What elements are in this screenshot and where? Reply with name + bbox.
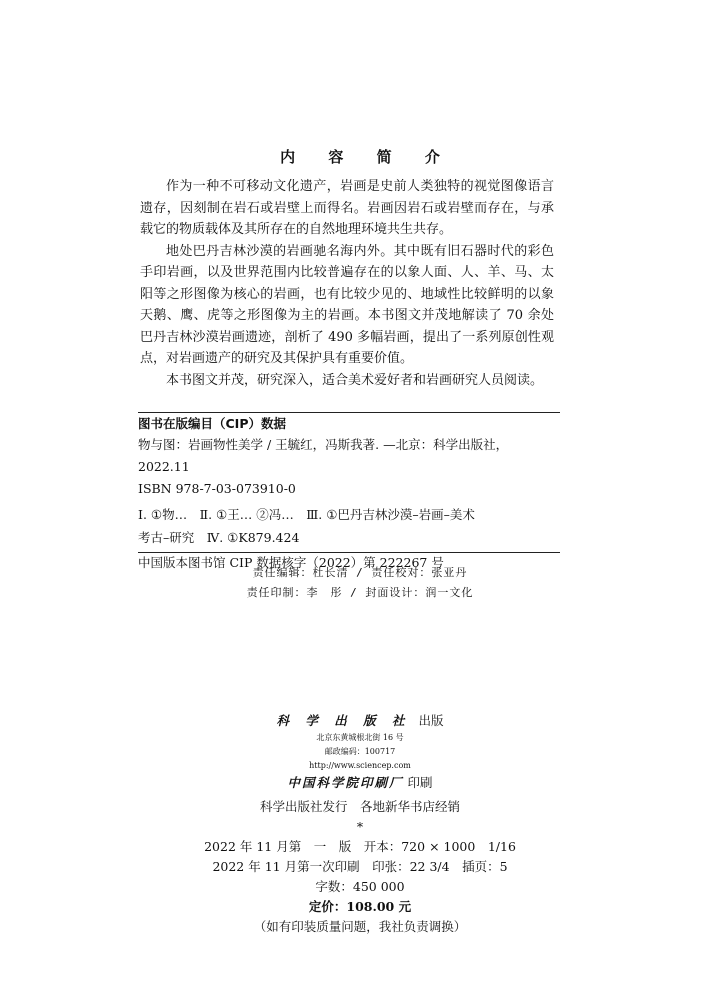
- cip-heading: 图书在版编目（CIP）数据: [138, 416, 286, 431]
- quality-notice: （如有印装质量问题，我社负责调换）: [253, 919, 467, 934]
- cip-entry-line-2: 2022.11: [138, 459, 190, 474]
- word-count: 字数：450 000: [315, 879, 405, 894]
- cip-top-rule: [138, 412, 560, 413]
- intro-body: [140, 176, 554, 391]
- credits-line-1: 责任编辑：杜长清 / 责任校对：张亚丹: [252, 566, 468, 579]
- intro-paragraph-1: 作为一种不可移动文化遗产，岩画是史前人类独特的视觉图像语言遗存，因刻制在岩石或岩壁上而得名。岩画因岩石或岩壁而存在，与承载它的物质载体及其所存在的自然地理环境共生共存。: [140, 179, 554, 237]
- credits-line-2: 责任印制：李 彤 / 封面设计：润一文化: [246, 586, 474, 599]
- separator-asterisk: *: [356, 819, 364, 834]
- cip-approval-number: 中国版本图书馆 CIP 数据核字（2022）第 222267 号: [138, 555, 444, 570]
- price: 定价：108.00 元: [308, 899, 412, 914]
- printer-line: [0, 773, 720, 793]
- printer-suffix: 印刷: [407, 775, 433, 790]
- cip-block: [138, 414, 560, 573]
- cip-class-line-1: Ⅰ. ①物… Ⅱ. ①王… ②冯… Ⅲ. ①巴丹吉林沙漠–岩画–美术: [138, 507, 475, 522]
- publisher-postcode: 邮政编码：100717: [324, 747, 396, 756]
- publication-info: [0, 711, 720, 937]
- cip-class-line-2: 考古–研究 Ⅳ. ①K879.424: [138, 530, 300, 545]
- publisher-address: 北京东黄城根北街 16 号: [316, 733, 404, 742]
- intro-title: 内 容 简 介: [280, 148, 454, 166]
- publisher-line: [0, 711, 720, 731]
- cip-entry-line-1: 物与图：岩画物性美学 / 王毓红，冯斯我著. —北京：科学出版社，: [138, 437, 509, 452]
- publisher-name: 科 学 出 版 社: [276, 713, 411, 728]
- intro-paragraph-2: 地处巴丹吉林沙漠的岩画驰名海内外。其中既有旧石器时代的彩色手印岩画，以及世界范围内比较普遍存在的以象人面、人、羊、马、太阳等之形图像为核心的岩画，也有比较少见的、地域性比较鲜明的以象天鹅、鹰、虎等之形图像为主的岩画。本书图文并茂地解读了 70 余处巴丹吉林沙漠岩画遗迹，剖析了 490 多幅岩画，提出了一系列原创性观点，对岩画遗产的研究及其保护具有重要价值。: [140, 243, 554, 366]
- printing-line: 2022 年 11 月第一次印刷 印张：22 3/4 插页：5: [212, 859, 508, 874]
- editorial-credits: [0, 563, 720, 603]
- cip-isbn: ISBN 978-7-03-073910-0: [138, 481, 296, 496]
- edition-line: 2022 年 11 月第 一 版 开本：720 × 1000 1/16: [204, 839, 516, 854]
- distribution-line: 科学出版社发行 各地新华书店经销: [259, 799, 460, 814]
- intro-paragraph-3: 本书图文并茂，研究深入，适合美术爱好者和岩画研究人员阅读。: [166, 372, 544, 388]
- publisher-url: http://www.sciencep.com: [309, 761, 411, 770]
- printer-name: 中国科学院印刷厂: [287, 775, 404, 790]
- publisher-suffix: 出版: [418, 713, 444, 728]
